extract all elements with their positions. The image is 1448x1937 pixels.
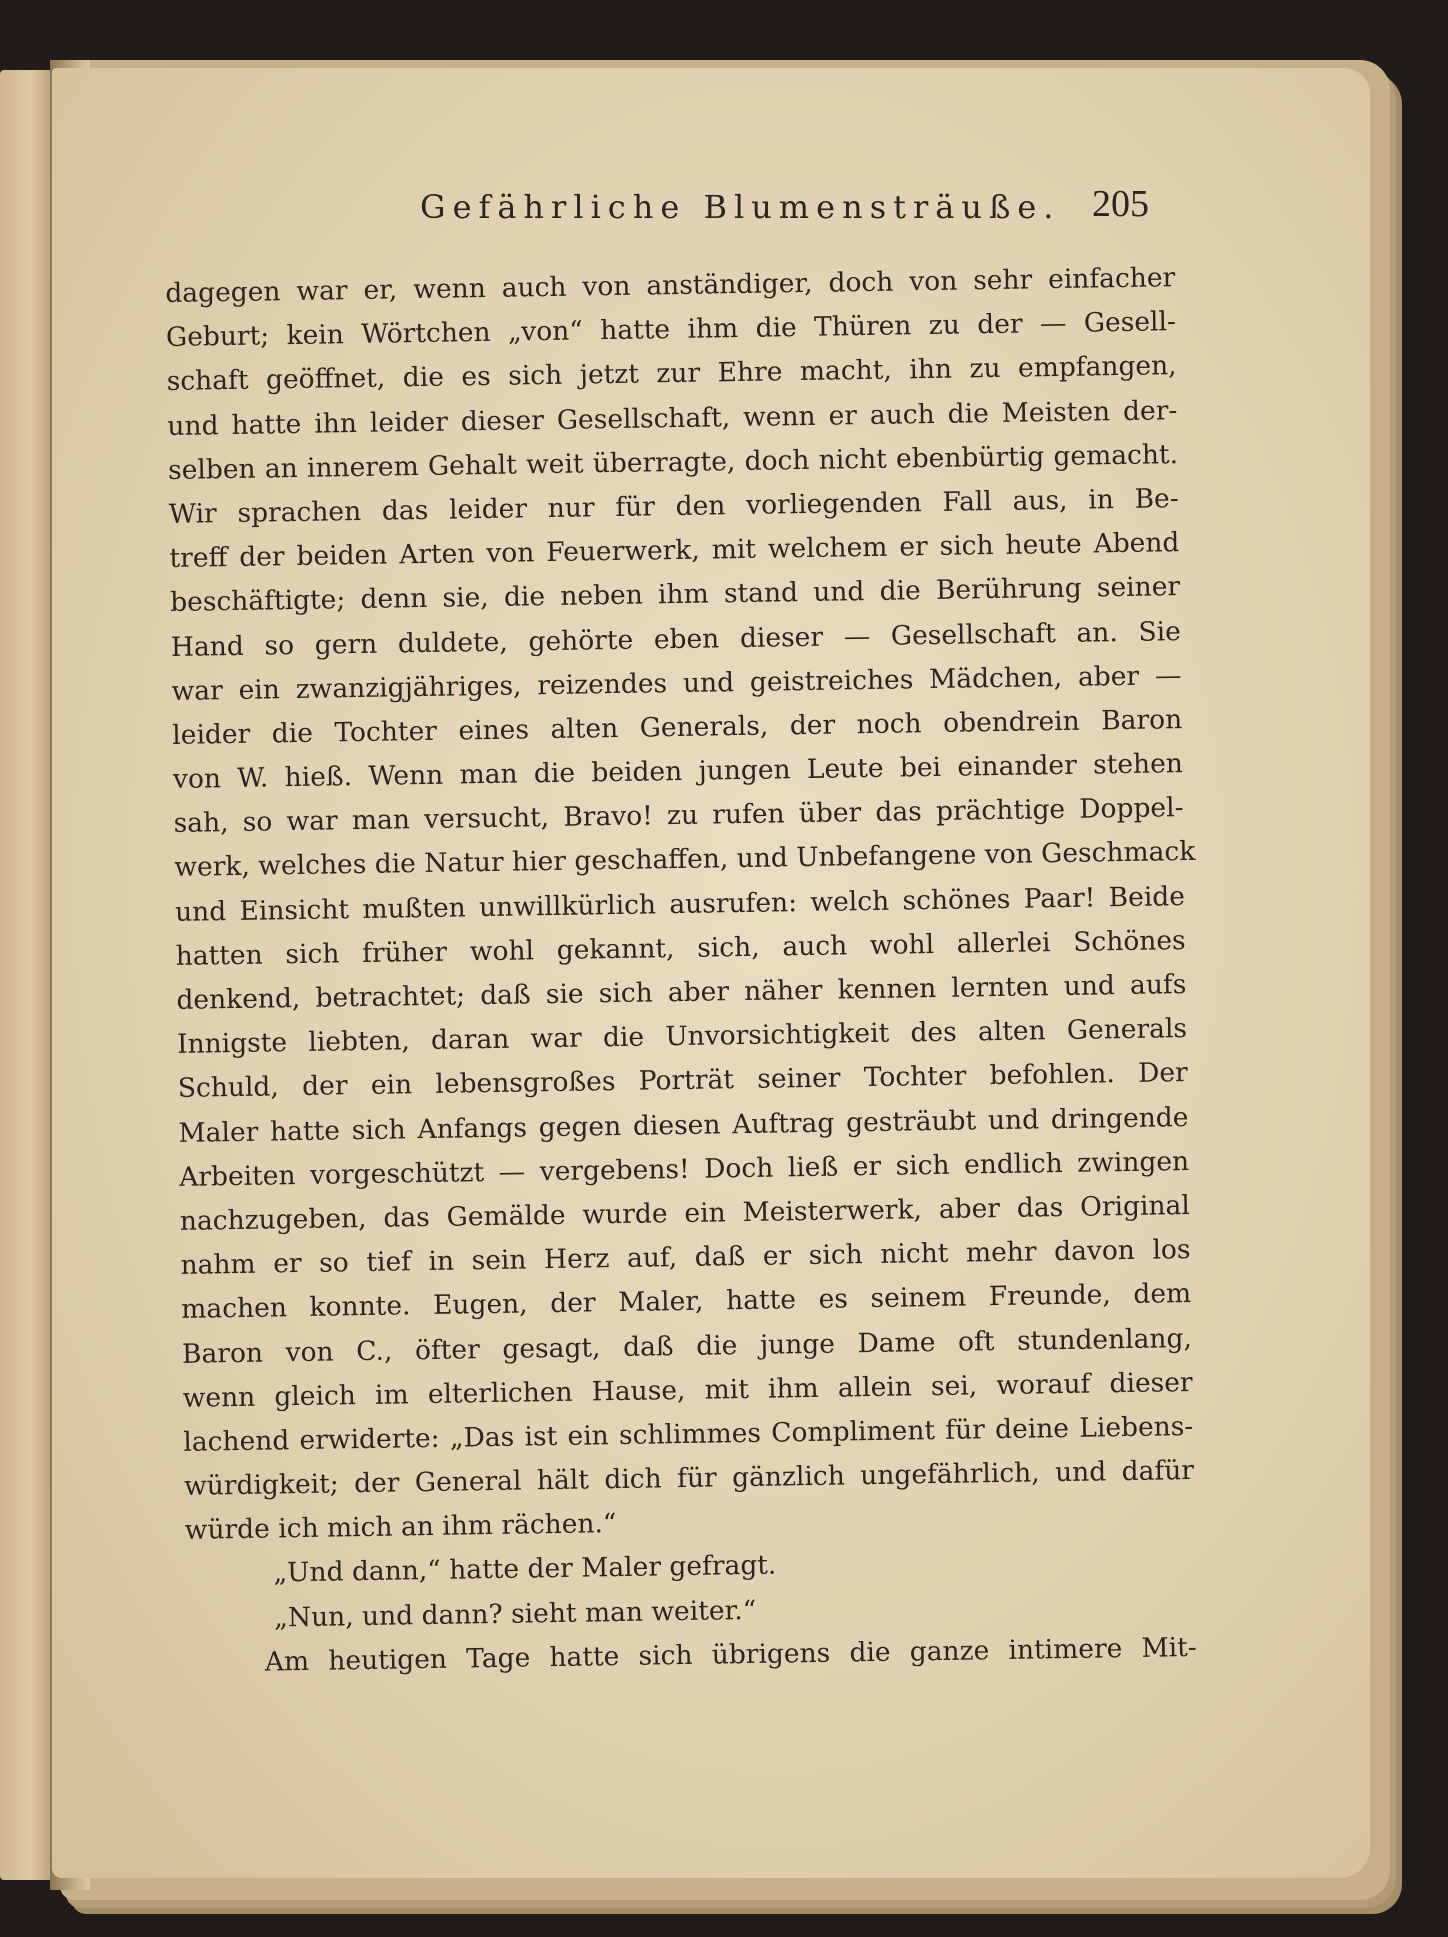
- text-line: Arbeiten vorgeschützt — vergebens! Doch ließ er sich endlich zwingen: [178, 1145, 1190, 1193]
- text-line: machen konnte. Eugen, der Maler, hatte es seinem Freunde, dem: [181, 1278, 1192, 1326]
- text-line: hatten sich früher wohl gekannt, sich, auch wohl allerlei Schönes: [175, 924, 1186, 972]
- body-text: [165, 256, 1197, 1686]
- text-line: selben an innerem Gehalt weit überragte, doch nicht ebenbürtig gemacht.: [167, 438, 1179, 486]
- text-line: Am heutigen Tage hatte sich übrigens die ganze intimere Mit-: [264, 1631, 1197, 1678]
- text-line: beschäftigte; denn sie, die neben ihm stand und die Berührung seiner: [169, 571, 1181, 619]
- text-line: und Einsicht mußten unwillkürlich ausrufen: welch schönes Paar! Beide: [174, 880, 1186, 928]
- text-line: Innigste liebten, daran war die Unvorsichtigkeit des alten Generals: [176, 1013, 1188, 1061]
- running-title: Gefährliche Blumensträuße.: [420, 188, 1061, 226]
- text-line: „Und dann,“ hatte der Maler gefragt.: [273, 1549, 777, 1589]
- text-line: werk, welches die Natur hier geschaffen, und Unbefangene von Geschmack: [174, 836, 1196, 884]
- text-line: leider die Tochter eines alten Generals, der noch obendrein Baron: [172, 703, 1183, 751]
- text-line: sah, so war man versucht, Bravo! zu rufen über das prächtige Doppel-: [173, 792, 1184, 840]
- text-line: und hatte ihn leider dieser Gesellschaft, wenn er auch die Meisten der-: [167, 394, 1178, 442]
- page-number: 205: [1092, 183, 1149, 225]
- text-line: Hand so gern duldete, gehörte eben dieser — Gesellschaft an. Sie: [170, 615, 1182, 663]
- text-line: war ein zwanzigjähriges, reizendes und geistreiches Mädchen, aber —: [171, 659, 1182, 707]
- previous-page-edge: [0, 70, 52, 1880]
- text-line: wenn gleich im elterlichen Hause, mit ihm allein sei, worauf dieser: [182, 1366, 1193, 1414]
- text-line: nachzugeben, das Gemälde wurde ein Meisterwerk, aber das Original: [179, 1189, 1191, 1237]
- text-line: schaft geöffnet, die es sich jetzt zur Ehre macht, ihn zu empfangen,: [166, 350, 1177, 398]
- text-line: Schuld, der ein lebensgroßes Porträt seiner Tochter befohlen. Der: [177, 1057, 1188, 1105]
- text-line: würde ich mich an ihm rächen.“: [184, 1508, 617, 1547]
- text-line: denkend, betrachtet; daß sie sich aber näher kennen lernten und aufs: [176, 969, 1187, 1016]
- text-line: „Nun, und dann? sieht man weiter.“: [273, 1594, 757, 1634]
- text-line: nahm er so tief in sein Herz auf, daß er sich nicht mehr davon los: [180, 1234, 1191, 1282]
- text-line: Geburt; kein Wörtchen „von“ hatte ihm die Thüren zu der — Gesell-: [165, 306, 1177, 354]
- text-line: Baron von C., öfter gesagt, daß die junge Dame oft stundenlang,: [181, 1322, 1193, 1370]
- text-line: Wir sprachen das leider nur für den vorliegenden Fall aus, in Be-: [168, 483, 1179, 530]
- text-line: von W. hieß. Wenn man die beiden jungen Leute bei einander stehen: [172, 748, 1184, 795]
- text-line: dagegen war er, wenn auch von anständiger, doch von sehr einfacher: [165, 262, 1176, 309]
- text-line: würdigkeit; der General hält dich für gänzlich ungefährlich, und dafür: [183, 1455, 1195, 1502]
- text-line: treff der beiden Arten von Feuerwerk, mit welchem er sich heute Abend: [169, 527, 1180, 575]
- text-line: Maler hatte sich Anfangs gegen diesen Auftrag gesträubt und dringende: [178, 1101, 1189, 1149]
- text-line: lachend erwiderte: „Das ist ein schlimmes Compliment für deine Liebens-: [183, 1410, 1194, 1458]
- running-head: [0, 182, 1448, 232]
